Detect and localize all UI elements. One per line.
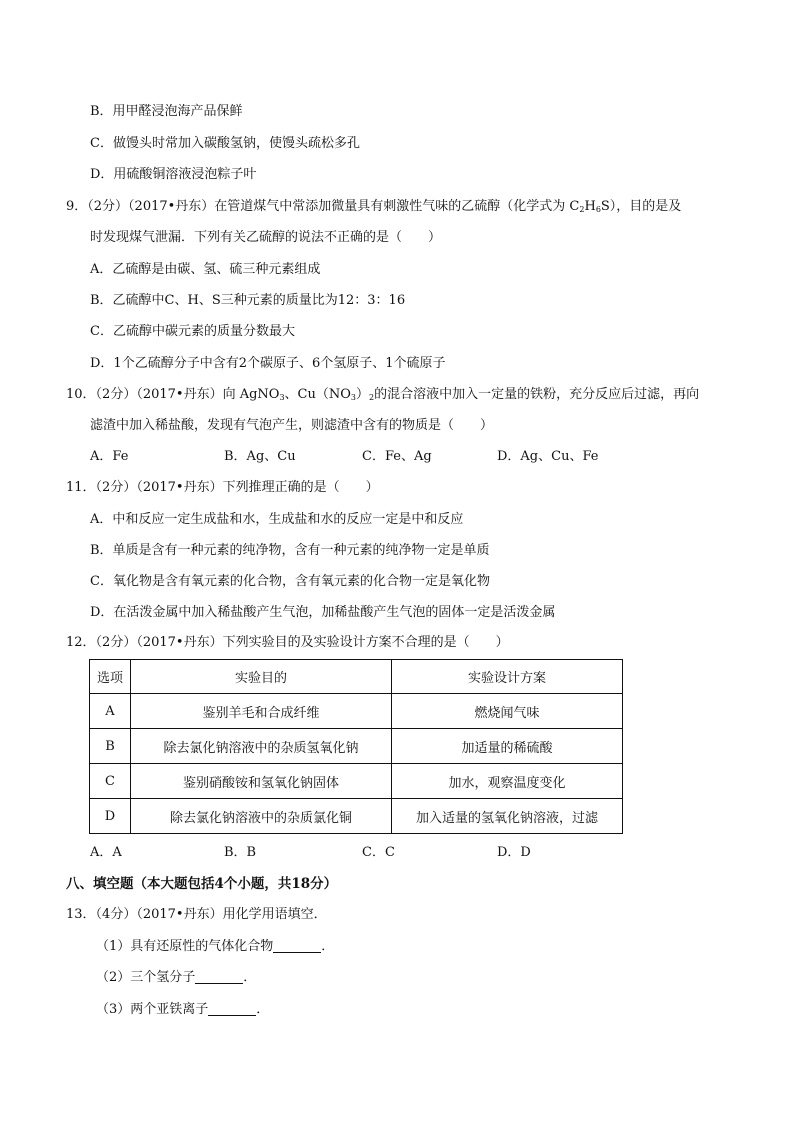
q13-item-1: （1）具有还原性的气体化合物 ． [96,939,335,954]
q10-option-c: C．Fe、Ag [362,449,432,464]
q13-stem: 13．（4分）（2017•丹东）用化学用语填空． [66,907,327,922]
q12-table [89,659,623,834]
q10-option-d: D．Ag、Cu、Fe [497,449,599,464]
table-row [90,729,623,764]
table-row [90,764,623,799]
answer-blank[interactable] [273,939,321,953]
answer-blank[interactable] [208,1002,256,1016]
q12-option-a: A．A [90,845,122,860]
q8-option-b: B．用甲醛浸泡海产品保鲜 [90,104,243,119]
table-cell: A [90,694,131,729]
q10-stem-line2: 滤渣中加入稀盐酸，发现有气泡产生，则滤渣中含有的物质是（ ） [90,418,494,433]
q8-option-c: C．做馒头时常加入碳酸氢钠，使馒头疏松多孔 [90,136,360,151]
table-cell: 加水，观察温度变化 [392,764,623,799]
q11-stem: 11．（2分）（2017•丹东）下列推理正确的是（ ） [66,480,379,495]
table-cell: D [90,799,131,834]
table-cell: 燃烧闻气味 [392,694,623,729]
q9-option-b: B．乙硫醇中C、H、S三种元素的质量比为12：3：16 [90,293,406,308]
table-row [90,799,623,834]
q10-option-b: B．Ag、Cu [224,449,296,464]
q9-option-c: C．乙硫醇中碳元素的质量分数最大 [90,324,295,339]
q12-option-b: B．B [224,845,257,860]
table-cell: 除去氯化钠溶液中的杂质氢氧化钠 [131,729,392,764]
table-cell: B [90,729,131,764]
table-header-cell: 实验设计方案 [392,660,623,694]
section-heading: 八、填空题（本大题包括4个小题，共18分） [66,876,338,892]
q10-stem-line1: 10．（2分）（2017•丹东）向 AgNO$_3$、$Cu(NO_3)_2$的混合溶液中加入一定量的铁粉，充分反应后过滤，再向 [66,387,700,402]
table-cell: 加入适量的氢氧化钠溶液，过滤 [392,799,623,834]
table-header-cell: 实验目的 [131,660,392,694]
q9-option-d: D．1个乙硫醇分子中含有2个碳原子、6个氢原子、1个硫原子 [90,356,446,371]
q8-option-d: D．用硫酸铜溶液浸泡粽子叶 [90,167,257,182]
table-header-row [90,660,623,694]
q13-item-3: （3）两个亚铁离子 ． [96,1002,270,1017]
table-cell: 加适量的稀硫酸 [392,729,623,764]
q11-option-b: B．单质是含有一种元素的纯净物，含有一种元素的纯净物一定是单质 [90,543,490,558]
table-cell: 除去氯化钠溶液中的杂质氯化铜 [131,799,392,834]
q12-stem: 12．（2分）（2017•丹东）下列实验目的及实验设计方案不合理的是（ ） [66,635,509,650]
q12-option-d: D．D [497,845,531,860]
table-cell: 鉴别羊毛和合成纤维 [131,694,392,729]
q10-option-a: A．Fe [90,449,129,464]
q12-option-c: C．C [362,845,395,860]
q13-item-2: （2）三个氢分子 ． [96,970,257,985]
table-cell: C [90,764,131,799]
q11-option-d: D．在活泼金属中加入稀盐酸产生气泡，加稀盐酸产生气泡的固体一定是活泼金属 [90,605,556,620]
table-cell: 鉴别硝酸铵和氢氧化钠固体 [131,764,392,799]
table-header-cell: 选项 [90,660,131,694]
q11-option-c: C．氧化物是含有氧元素的化合物，含有氧元素的化合物一定是氧化物 [90,574,490,589]
q9-option-a: A．乙硫醇是由碳、氢、硫三种元素组成 [90,262,321,277]
q9-stem-line1: 9．（2分）（2017•丹东）在管道煤气中常添加微量具有刺激性气味的乙硫醇（化学式为 $C_2H_6S$），目的是及 [66,199,682,214]
q9-stem-line2: 时发现煤气泄漏．下列有关乙硫醇的说法不正确的是（ ） [90,230,442,245]
answer-blank[interactable] [195,970,243,984]
table-row [90,694,623,729]
q11-option-a: A．中和反应一定生成盐和水，生成盐和水的反应一定是中和反应 [90,512,464,527]
